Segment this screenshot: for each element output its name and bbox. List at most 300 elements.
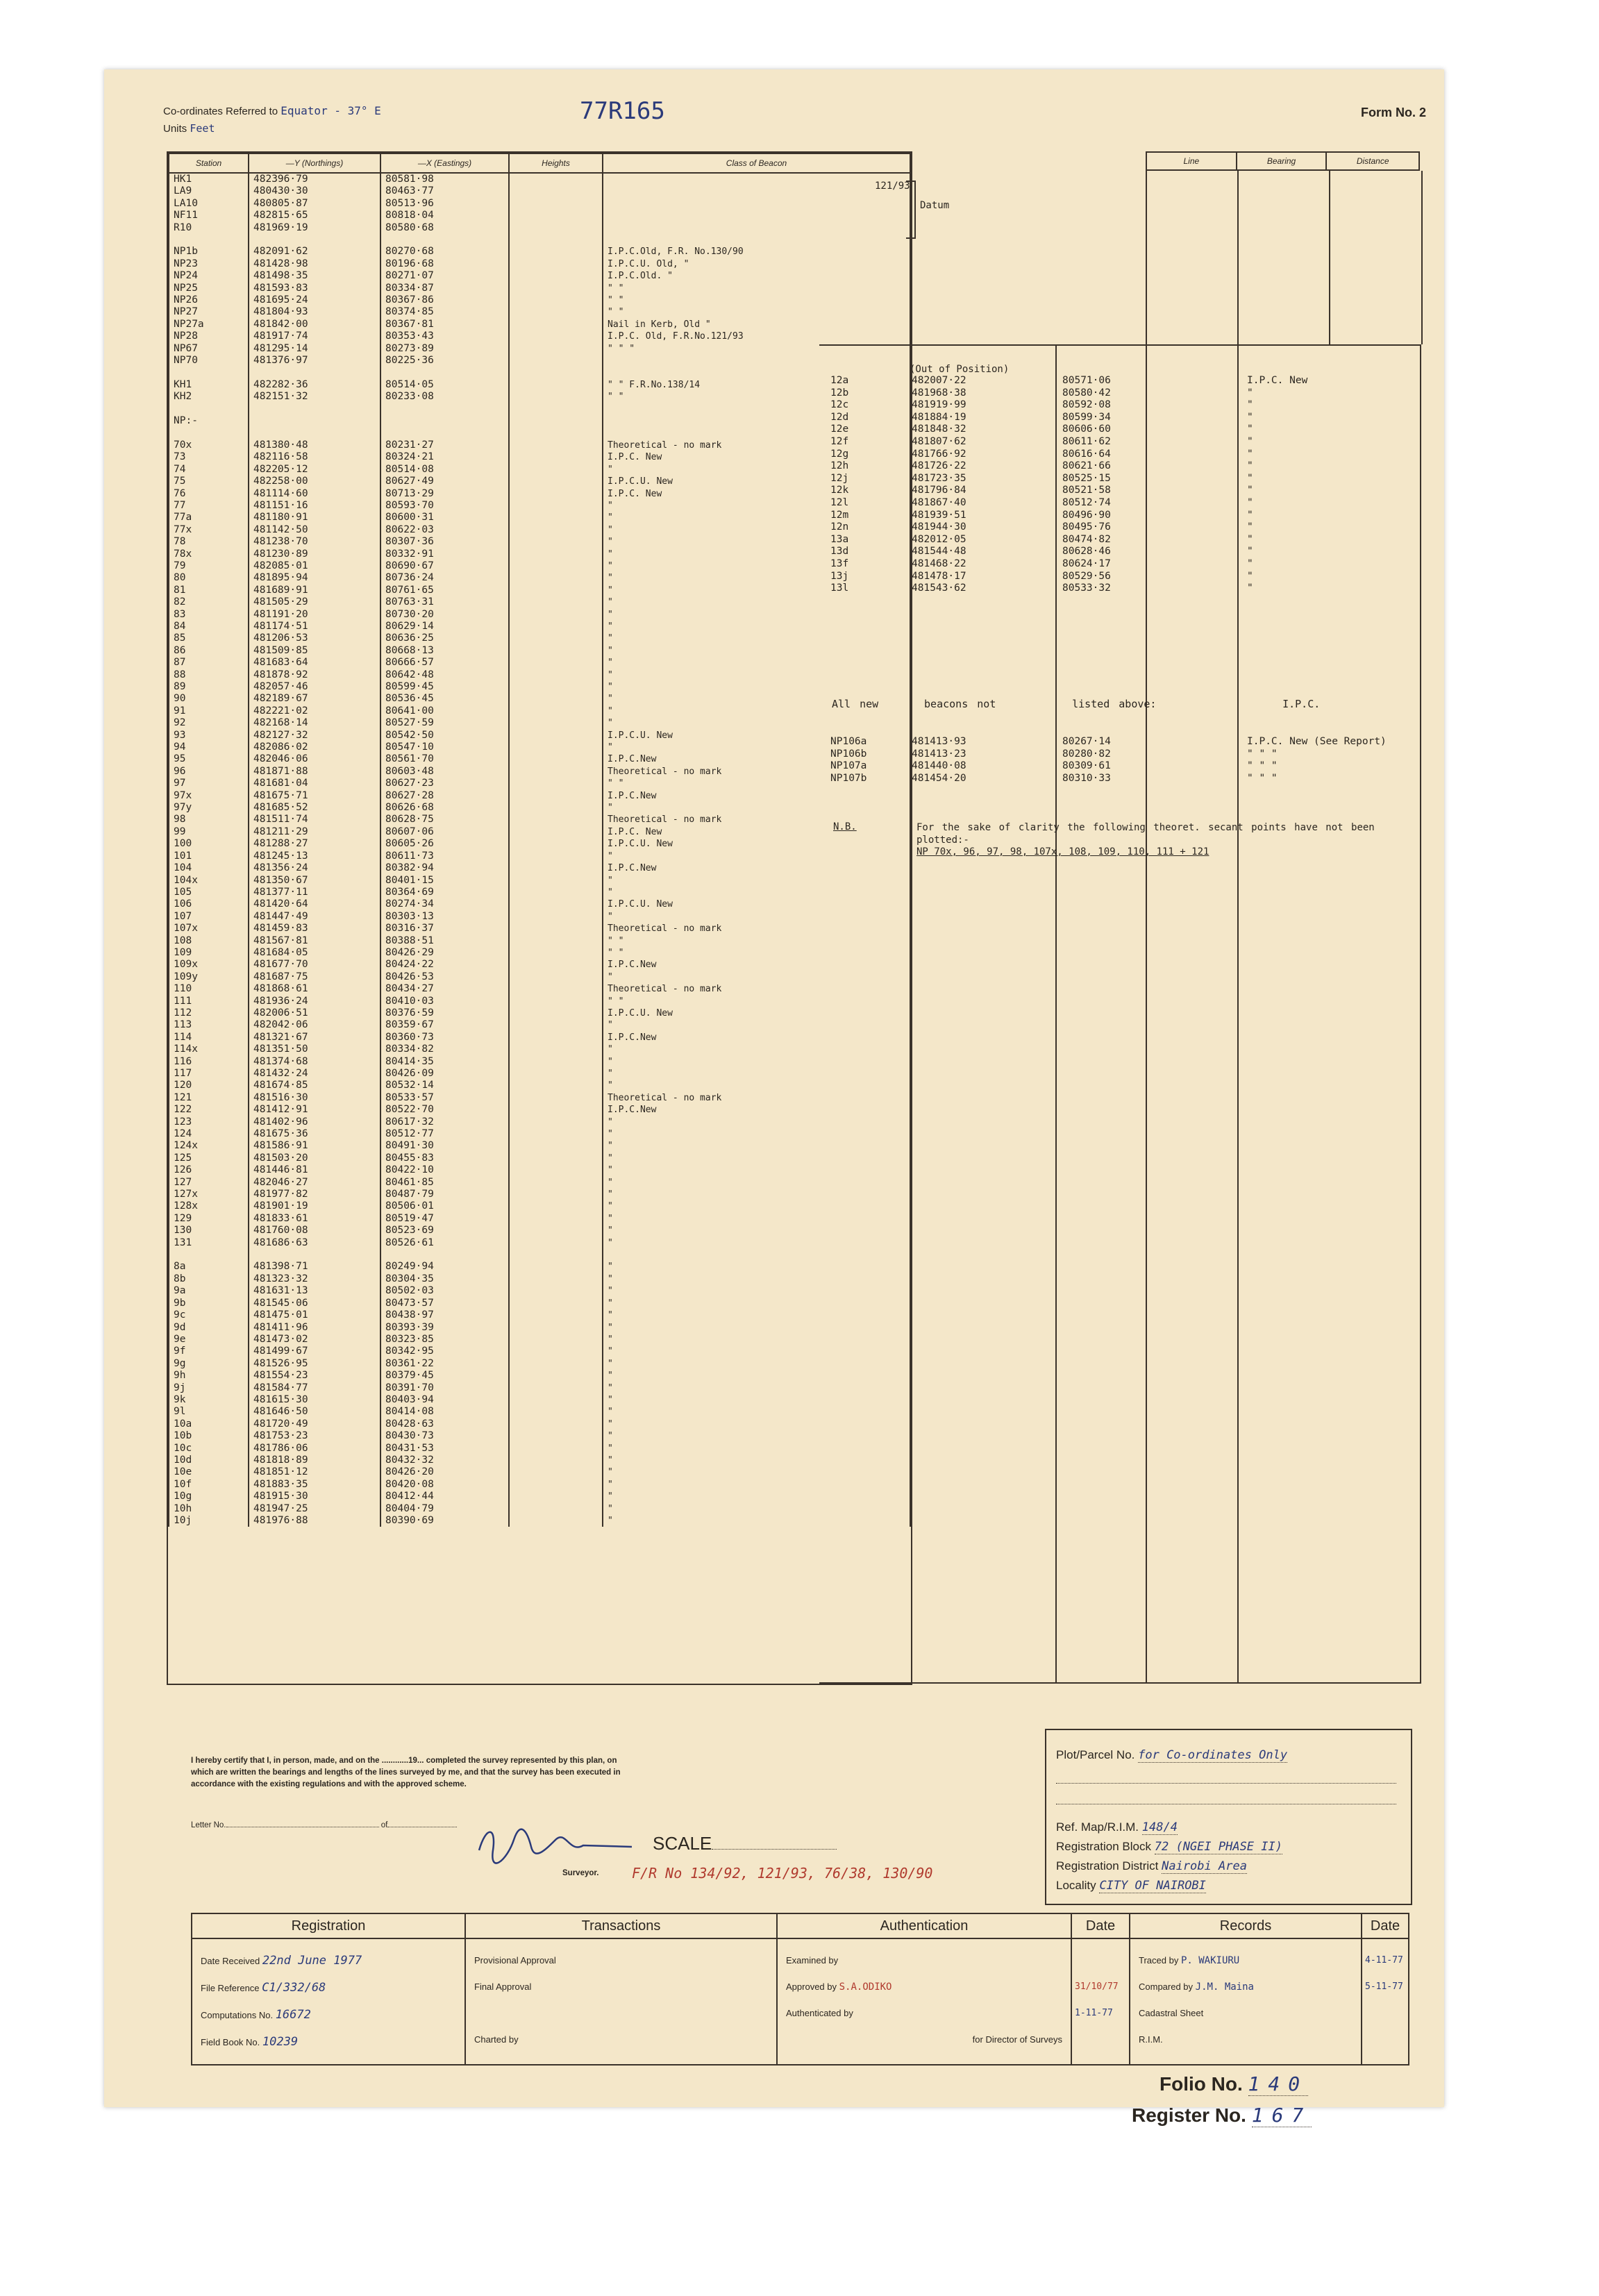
northing-cell: 481376·97 [249,355,380,367]
beacon-class-cell: " [603,1225,910,1237]
northing-cell: 481753·23 [249,1430,380,1442]
col-line: Line [1146,152,1237,170]
height-cell [509,1285,603,1297]
easting-cell: 80414·35 [380,1056,509,1068]
hdr-date-records: Date [1362,1913,1409,1938]
northing-cell: 481976·88 [249,1515,380,1527]
locality: Locality CITY OF NAIROBI [1056,1879,1206,1893]
table-row [169,1394,910,1406]
list-item [826,571,1432,583]
beacon-class-cell: I.P.C.New [603,753,910,765]
table-row [169,270,910,282]
beacon-class-cell: I.P.C.U. New [603,838,910,850]
height-cell [509,1116,603,1128]
northing-cell: 481211·29 [249,826,380,838]
beacon-class-cell: " [1247,448,1253,460]
station-cell: 104x [169,875,249,887]
col-heights: Heights [509,153,603,173]
easting-cell: 80367·86 [380,294,509,306]
northing-cell: 481796·84 [912,485,966,496]
table-row [169,198,910,210]
station-cell: 10f [169,1479,249,1491]
northing-cell: 481842·00 [249,319,380,330]
line-id-cell: NP107a [830,760,867,772]
height-cell [509,1177,603,1189]
table-row [169,778,910,789]
station-cell: 79 [169,560,249,572]
easting-cell: 80611·62 [1062,435,1111,447]
sheet-reference: 77R165 [580,97,665,125]
beacon-class-cell: " [1247,570,1253,582]
scale-label: SCALE [653,1833,837,1854]
northing-cell: 480805·87 [249,198,380,210]
northing-cell [249,234,380,246]
northing-cell: 481402·96 [249,1116,380,1128]
northing-cell: 481554·23 [249,1370,380,1382]
easting-cell: 80225·36 [380,355,509,367]
station-cell: 127x [169,1189,249,1200]
northing-cell: 481833·61 [249,1213,380,1225]
easting-cell: 80342·95 [380,1346,509,1357]
table-row [169,234,910,246]
table-row [169,1153,910,1164]
height-cell [509,572,603,584]
station-cell: NP24 [169,270,249,282]
easting-cell: 80542·50 [380,730,509,741]
height-cell [509,1358,603,1370]
easting-cell: 80502·03 [380,1285,509,1297]
table-row [169,1491,910,1502]
easting-cell: 80379·45 [380,1370,509,1382]
easting-cell: 80599·45 [380,681,509,693]
station-cell: 9b [169,1298,249,1309]
beacon-class-cell: " [603,911,910,923]
northing-cell: 481206·53 [249,632,380,644]
station-cell: 113 [169,1019,249,1031]
beacon-class-cell: " [603,705,910,717]
table-row [169,1189,910,1200]
station-cell: 74 [169,464,249,476]
registration-cell: Date Received 22nd June 1977 File Reference C1/332/68 Computations No. 16672 Field Book No. 10239 [192,1938,465,2065]
station-cell: LA10 [169,198,249,210]
beacon-class-cell: " [603,1309,910,1321]
beacon-class-cell: I.P.C.U. New [603,898,910,910]
registration-block: Registration Block 72 (NGEI PHASE II) [1056,1840,1282,1854]
northing-cell: 481593·83 [249,283,380,294]
station-cell: 9h [169,1370,249,1382]
station-cell: 9c [169,1309,249,1321]
table-row [169,1309,910,1321]
easting-cell: 80506·01 [380,1200,509,1212]
northing-cell: 481432·24 [249,1068,380,1080]
northing-cell: 482085·01 [249,560,380,572]
northing-cell: 481323·32 [249,1273,380,1285]
beacon-class-cell: " [603,1394,910,1406]
list-item [826,521,1432,534]
easting-cell: 80547·10 [380,741,509,753]
table-row [169,415,910,427]
beacon-class-cell: " [603,1213,910,1225]
table-row [169,681,910,693]
station-cell: 82 [169,596,249,608]
height-cell [509,621,603,632]
table-row [169,1430,910,1442]
height-cell [509,1080,603,1091]
station-cell: 129 [169,1213,249,1225]
table-row [169,1285,910,1297]
height-cell [509,283,603,294]
station-cell: 9j [169,1382,249,1394]
station-cell: 117 [169,1068,249,1080]
height-cell [509,330,603,342]
station-cell: 106 [169,898,249,910]
northing-cell: 481543·62 [912,583,966,594]
easting-cell: 80527·59 [380,717,509,729]
height-cell [509,1092,603,1104]
height-cell [509,1394,603,1406]
height-cell [509,1455,603,1466]
line-id-cell: 13a [830,533,849,545]
easting-cell: 80487·79 [380,1189,509,1200]
line-id-cell: 13f [830,558,849,569]
easting-cell: 80607·06 [380,826,509,838]
height-cell [509,1068,603,1080]
easting-cell: 80316·37 [380,923,509,935]
northing-cell: 481685·52 [249,802,380,814]
height-cell [509,451,603,463]
table-row [169,1334,910,1346]
beacon-class-cell: I.P.C.Old, F.R. No.130/90 [603,246,910,258]
station-cell: LA9 [169,185,249,197]
table-row [169,1032,910,1044]
station-cell: 122 [169,1104,249,1116]
station-cell: 88 [169,669,249,681]
northing-cell: 481615·30 [249,1394,380,1406]
northing-cell: 481936·24 [249,996,380,1007]
station-cell: HK1 [169,173,249,185]
station-cell: 105 [169,887,249,898]
beacon-class-cell: " " " [1247,748,1278,760]
northing-cell: 481499·67 [249,1346,380,1357]
station-cell: 10g [169,1491,249,1502]
height-cell [509,1213,603,1225]
station-cell: 10h [169,1503,249,1515]
height-cell [509,996,603,1007]
northing-cell: 481944·30 [912,521,966,533]
northing-cell: 481804·93 [249,306,380,318]
easting-cell: 80514·08 [380,464,509,476]
authentication-cell: Examined by Approved by S.A.ODIKO Authenticated by for Director of Surveys [777,1938,1071,2065]
height-cell [509,1382,603,1394]
northing-cell: 481675·71 [249,790,380,802]
table-row [169,1346,910,1357]
line-id-cell: 12h [830,460,849,472]
northing-cell: 481245·13 [249,850,380,862]
station-cell: 97 [169,778,249,789]
northing-cell: 481151·16 [249,500,380,512]
easting-cell: 80424·22 [380,959,509,971]
easting-cell: 80603·48 [380,766,509,778]
height-cell [509,1128,603,1140]
beacon-class-cell: I.P.C.New [603,1104,910,1116]
beacon-class-cell: " [1247,533,1253,545]
station-cell: 75 [169,476,249,487]
table-row [169,536,910,548]
height-cell [509,234,603,246]
easting-cell: 80581·98 [380,173,509,185]
easting-cell: 80280·82 [1062,748,1111,760]
height-cell [509,476,603,487]
table-row [169,790,910,802]
northing-cell: 481786·06 [249,1443,380,1455]
northing-cell: 481720·49 [249,1418,380,1430]
units: Units Feet [163,122,215,135]
table-row [169,294,910,306]
easting-cell: 80334·82 [380,1044,509,1055]
table-row [169,1116,910,1128]
easting-cell: 80196·68 [380,258,509,270]
line-id-cell: 13d [830,546,849,558]
station-cell: 124x [169,1140,249,1152]
easting-cell: 80736·24 [380,572,509,584]
table-row [169,488,910,500]
height-cell [509,319,603,330]
height-cell [509,391,603,403]
table-row [169,1140,910,1152]
col-distance: Distance [1326,152,1419,170]
beacon-class-cell: I.P.C. Old, F.R.No.121/93 [603,330,910,342]
beacon-class-cell: " [603,1164,910,1176]
beacon-class-cell: " [603,596,910,608]
beacon-class-cell: " [603,681,910,693]
height-cell [509,935,603,947]
easting-cell: 80628·46 [1062,546,1111,558]
beacon-class-cell: " [603,1382,910,1394]
easting-cell: 80627·49 [380,476,509,487]
easting-cell [380,415,509,427]
table-row [169,1128,910,1140]
northing-cell: 481356·24 [249,862,380,874]
beacon-class-cell: " [603,1406,910,1418]
easting-cell: 80616·64 [1062,448,1111,460]
easting-cell: 80533·57 [380,1092,509,1104]
easting-cell [380,427,509,439]
station-cell: 107 [169,911,249,923]
easting-cell: 80422·10 [380,1164,509,1176]
height-cell [509,343,603,355]
beacon-class-cell: " " [603,294,910,306]
nb-label: N.B. [833,821,857,832]
easting-cell: 80382·94 [380,862,509,874]
beacon-class-cell: " [603,500,910,512]
table-row [169,1406,910,1418]
coordinate-table [168,153,911,1527]
station-cell: 9a [169,1285,249,1297]
easting-cell: 80522·70 [380,1104,509,1116]
northing-cell: 481631·13 [249,1285,380,1297]
height-cell [509,439,603,451]
station-cell: 97y [169,802,249,814]
height-cell [509,1370,603,1382]
northing-cell: 481901·19 [249,1200,380,1212]
station-cell: 9e [169,1334,249,1346]
table-row [169,427,910,439]
col-eastings: —X (Eastings) [380,153,509,173]
height-cell [509,875,603,887]
beacon-class-cell: " [603,657,910,669]
easting-cell: 80627·28 [380,790,509,802]
easting-cell: 80393·39 [380,1322,509,1334]
beacon-class-cell: I.P.C.U. New [603,730,910,741]
table-row [169,1092,910,1104]
table-row [169,826,910,838]
beacon-class-cell: I.P.C. New [603,451,910,463]
line-id-cell: 12l [830,496,849,508]
easting-cell: 80304·35 [380,1273,509,1285]
northing-cell: 481511·74 [249,814,380,826]
beacon-class-cell: " [603,1418,910,1430]
table-row [169,1370,910,1382]
northing-cell: 482012·05 [912,533,966,545]
line-id-cell: 12n [830,521,849,533]
height-cell [509,802,603,814]
height-cell [509,681,603,693]
list-item [826,436,1432,449]
station-cell: 91 [169,705,249,717]
station-cell: 125 [169,1153,249,1164]
list-item [826,510,1432,522]
northing-cell: 481440·08 [912,760,966,772]
northing-cell: 481413·93 [912,736,966,747]
height-cell [509,1261,603,1273]
list-item [826,748,1432,761]
table-row [169,959,910,971]
table-row [169,609,910,621]
easting-cell: 80818·04 [380,210,509,221]
beacon-class-cell: I.P.C. New [603,488,910,500]
beacon-class-cell: " [603,572,910,584]
table-row [169,210,910,221]
easting-cell: 80611·73 [380,850,509,862]
northing-cell: 482396·79 [249,173,380,185]
beacon-class-cell: " [1247,411,1253,423]
height-cell [509,850,603,862]
northing-cell: 481428·98 [249,258,380,270]
station-cell: 109x [169,959,249,971]
table-row [169,258,910,270]
easting-cell: 80431·53 [380,1443,509,1455]
beacon-class-cell: " [603,1068,910,1080]
table-row [169,693,910,705]
table-row [169,1200,910,1212]
easting-cell: 80332·91 [380,548,509,560]
northing-cell: 481977·82 [249,1189,380,1200]
list-item [826,534,1432,546]
height-cell [509,1346,603,1357]
northing-cell: 481142·50 [249,524,380,536]
northing-cell: 481677·70 [249,959,380,971]
northing-cell: 481503·20 [249,1153,380,1164]
list-item [826,399,1432,412]
line-id-cell: NP106b [830,748,867,760]
station-cell: NP27 [169,306,249,318]
beacon-class-cell: " [603,1455,910,1466]
table-row [169,621,910,632]
list-item [826,449,1432,461]
easting-cell: 80641·00 [380,705,509,717]
beacon-class-cell: " [1247,583,1253,594]
northing-cell: 481687·75 [249,971,380,983]
northing-cell: 482815·65 [249,210,380,221]
station-cell: 9l [169,1406,249,1418]
northing-cell: 481683·64 [249,657,380,669]
northing-cell: 481851·12 [249,1466,380,1478]
northing-cell: 481878·92 [249,669,380,681]
height-cell [509,427,603,439]
table-row [169,935,910,947]
easting-cell: 80561·70 [380,753,509,765]
station-cell: 114 [169,1032,249,1044]
northing-cell: 481478·17 [912,570,966,582]
station-cell: NP27a [169,319,249,330]
beacon-class-cell: Theoretical - no mark [603,923,910,935]
height-cell [509,1104,603,1116]
beacon-class-cell: " [1247,472,1253,484]
height-cell [509,1153,603,1164]
easting-cell: 80513·96 [380,198,509,210]
northing-cell: 481674·85 [249,1080,380,1091]
height-cell [509,258,603,270]
beacon-class-cell: Theoretical - no mark [603,439,910,451]
station-cell: NP25 [169,283,249,294]
height-cell [509,753,603,765]
station-cell: 83 [169,609,249,621]
station-cell: 9d [169,1322,249,1334]
height-cell [509,862,603,874]
line-id-cell: 13l [830,583,849,594]
easting-cell: 80600·31 [380,512,509,523]
northing-cell: 481377·11 [249,887,380,898]
beacon-class-cell: " [603,1189,910,1200]
height-cell [509,198,603,210]
northing-cell: 481919·99 [912,399,966,411]
height-cell [509,609,603,621]
height-cell [509,790,603,802]
beacon-class-cell: " [603,560,910,572]
beacon-class-cell: " " [603,996,910,1007]
northing-cell: 482007·22 [912,375,966,386]
station-cell: 111 [169,996,249,1007]
northing-cell: 481544·48 [912,546,966,558]
table-row [169,1213,910,1225]
coords-referred: Co-ordinates Referred to Equator - 37° E [163,104,381,117]
easting-cell: 80514·05 [380,379,509,391]
beacon-class-cell: " [603,1200,910,1212]
height-cell [509,548,603,560]
line-id-cell: 12d [830,411,849,423]
register-number: Register No. 167 [1132,2104,1312,2127]
table-row [169,923,910,935]
list-item [826,773,1432,785]
height-cell [509,560,603,572]
station-cell: 8a [169,1261,249,1273]
table-row [169,1019,910,1031]
height-cell [509,1019,603,1031]
easting-cell: 80642·48 [380,669,509,681]
height-cell [509,838,603,850]
beacon-class-cell: I.P.C.New [603,862,910,874]
station-cell [169,427,249,439]
